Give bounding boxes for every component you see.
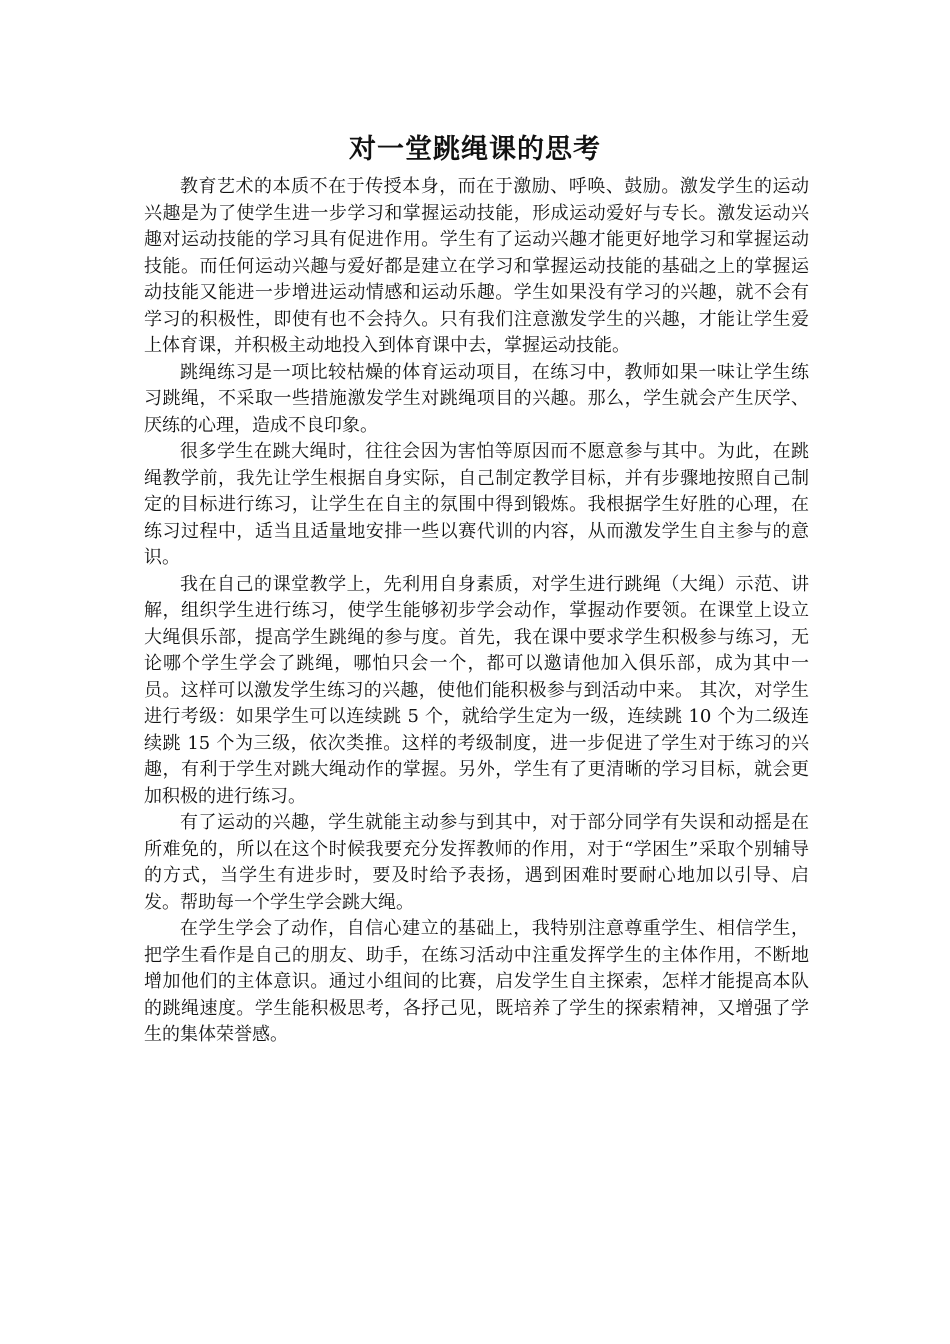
document-title: 对一堂跳绳课的思考: [349, 134, 601, 165]
paragraph: 教育艺术的本质不在于传授本身，而在于激励、呼唤、鼓励。激发学生的运动兴趣是为了使学生进一步学习和掌握运动技能，形成运动爱好与专长。激发运动兴趣对运动技能的学习具有促进作用。学生有了运动兴趣才能更好地学习和掌握运动技能。而任何运动兴趣与爱好都是建立在学习和掌握运动技能的基础之上的掌握运动技能又能进一步增进运动情感和运动乐趣。学生如果没有学习的兴趣，就不会有学习的积极性，即使有也不会持久。只有我们注意激发学生的兴趣，才能让学生爱上体育课，并积极主动地投入到体育课中去，掌握运动技能。: [144, 176, 809, 356]
paragraph: 很多学生在跳大绳时，往往会因为害怕等原因而不愿意参与其中。为此，在跳绳教学前，我先让学生根据自身实际，自己制定教学目标，并有步骤地按照自己制定的目标进行练习，让学生在自主的氛围中得到锻炼。我根据学生好胜的心理，在练习过程中，适当且适量地安排一些以赛代训的内容，从而激发学生自主参与的意识。: [144, 441, 809, 568]
paragraph: 跳绳练习是一项比较枯燥的体育运动项目，在练习中，教师如果一味让学生练习跳绳，不采取一些措施激发学生对跳绳项目的兴趣。那么，学生就会产生厌学、厌练的心理，造成不良印象。: [144, 361, 809, 436]
paragraph: 有了运动的兴趣，学生就能主动参与到其中，对于部分同学有失误和动摇是在所难免的，所以在这个时候我要充分发挥教师的作用，对于“学困生”采取个别辅导的方式，当学生有进步时，要及时给予表扬，遇到困难时要耐心地加以引导、启发。帮助每一个学生学会跳大绳。: [144, 812, 809, 913]
paragraph: 我在自己的课堂教学上，先利用自身素质，对学生进行跳绳（大绳）示范、讲解，组织学生进行练习，使学生能够初步学会动作，掌握动作要领。在课堂上设立大绳俱乐部，提高学生跳绳的参与度。首先，我在课中要求学生积极参与练习，无论哪个学生学会了跳绳，哪怕只会一个，都可以邀请他加入俱乐部，成为其中一员。这样可以激发学生练习的兴趣，使他们能积极参与到活动中来。 其次，对学生进行考级：如果学生可以连续跳 5 个，就给学生定为一级，连续跳 10 个为二级连续跳 15 个为三级，依次类推。这样的考级制度，进一步促进了学生对于练习的兴趣，有利于学生对跳大绳动作的掌握。另外，学生有了更清晰的学习目标，就会更加积极的进行练习。: [144, 573, 809, 807]
document-body: [144, 174, 809, 1049]
paragraph: 在学生学会了动作，自信心建立的基础上，我特别注意尊重学生、相信学生，把学生看作是自己的朋友、助手，在练习活动中注重发挥学生的主体作用，不断地增加他们的主体意识。通过小组间的比赛，启发学生自主探索，怎样才能提高本队的跳绳速度。学生能积极思考，各抒己见，既培养了学生的探索精神，又增强了学生的集体荣誉感。: [144, 918, 809, 1045]
